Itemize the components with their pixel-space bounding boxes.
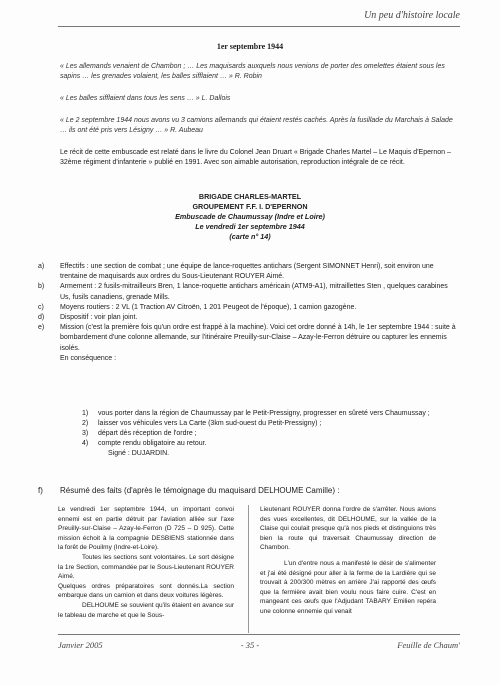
left-para-3: Quelques ordres préparatoires sont donnés.La section embarque dans un camion et dans deux voitures légères. <box>58 582 234 600</box>
item-list <box>38 262 458 364</box>
quote-robin: « Les allemands venaient de Chambon ; … Les maquisards auxquels nous venions de porter des omelettes étaient sous les sapins … les grenades volaient, les balles sifflaient … » R. Robin <box>60 63 445 80</box>
item-b: b) Armement : 2 fusils-mitrailleurs Bren, 1 lance-roquette antichars américain (ATM9-A1), mitraillettes Sten , quelques carabines Us, fusils canadiens, grenade Mills. <box>38 283 448 301</box>
order-4: 4) compte rendu obligatoire au retour. <box>82 440 207 447</box>
item-a: a) Effectifs : une section de combat ; une équipe de lance-roquettes antichars (Sergent SIMONNET Henri), soit environ une trentaine de maquisards aux ordres du Sous-Lieutenant ROUYER Aimé. <box>38 263 434 281</box>
footer-date: Janvier 2005 <box>58 640 103 650</box>
intro-paragraph: Le récit de cette embuscade est relaté dans le livre du Colonel Jean Druart « Brigade Charles Martel – Le Maquis d'Epernon – 32ème régiment d'infanterie » publié en 1991. Avec son aimable autorisation, reproduction intégrale de ce récit. <box>60 149 451 166</box>
column-divider <box>248 505 249 633</box>
item-e: e) Mission (c'est la première fois qu'un ordre est frappé à la machine). Voici cet ordre donné à 14h, le 1er septembre 1944 : suite à bombardement d'une colonne allemande, sur l'itinéraire Preuilly-sur-Claise – Azay-le-Ferron détruire ou capturer les ennemis isolés. <box>38 324 456 352</box>
brigade-line4: Le vendredi 1er septembre 1944 <box>195 222 305 231</box>
right-para-2: L'un d'entre nous a manifesté le désir de s'alimenter et j'ai été désigné pour aller à la ferme de la Lardière qui se trouvait à 200/300 mètres en arrière J'ai rapporté des œufs que la fermière avait bien voulu nous faire cuire. C'est en mangeant ces œufs que l'Adjudant TABARY Emilien repéra une colonne ennemie qui venait <box>260 559 436 615</box>
item-d: d) Dispositif : voir plan joint. <box>38 314 138 322</box>
left-para-4: DELHOUME se souvient qu'ils étaient en avance sur le tableau de marche et que le Sous- <box>58 601 234 619</box>
consequence-label: En conséquence : <box>60 354 117 362</box>
header-rule <box>58 26 460 27</box>
brigade-line1: BRIGADE CHARLES-MARTEL <box>198 192 302 201</box>
running-header: Un peu d'histoire locale <box>364 10 460 21</box>
right-para-1: Lieutenant ROUYER donna l'ordre de s'arrêter. Nous avions des vues excellentes, dit DELHOUME, sur la vallée de la Claise qui coulait presque qu'à nos pieds et distinguions très bien la route qui traversait Chaumussay direction de Chambon. <box>260 506 436 552</box>
order-1: 1) vous porter dans la région de Chaumussay par le Petit-Pressigny, progresser en sûreté vers Chaumussay ; <box>82 410 430 417</box>
left-para-2: Toutes les sections sont volontaires. Le sort désigne la 1re Section, commandée par le Sous-Lieutenant ROUYER Aimé. <box>58 553 234 581</box>
order-3: 3) départ dès réception de l'ordre ; <box>82 430 197 437</box>
section-f-heading: f) Résumé des faits (d'après le témoignage du maquisard DELHOUME Camille) : <box>38 486 340 495</box>
brigade-line3: Embuscade de Chaumussay (Indre et Loire) <box>175 212 325 221</box>
footer-rule <box>58 634 460 635</box>
left-column <box>58 505 234 620</box>
item-c: c) Moyens routiers : 2 VL (1 Traction AV Citroën, 1 201 Peugeot de l'époque), 1 camion gazogène. <box>38 303 357 311</box>
right-column <box>260 505 436 617</box>
signature: Signé : DUJARDIN. <box>108 450 170 457</box>
footer-publication: Feuille de Chaum' <box>397 640 460 650</box>
brigade-line2: GROUPEMENT F.F. I. D'EPERNON <box>192 202 308 211</box>
footer-page-number: - 35 - <box>240 640 260 650</box>
date-title: 1er septembre 1944 <box>216 42 284 51</box>
quote-aubeau: « Le 2 septembre 1944 nous avons vu 3 camions allemands qui étaient restés cachés. Après la fusillade du Marchais à Salade … ils ont été pris vers Lésigny … » R. Aubeau <box>60 117 453 134</box>
left-para-1: Le vendredi 1er septembre 1944, un important convoi ennemi est en partie détruit par l'aviation alliée sur l'axe Preuilly-sur-Claise – Azay-le-Ferron (D 725 – D 925). Cette mission échoit à la compagnie DESBIENS stationnée dans la forêt de Pouilmy (Indre-et-Loire). <box>58 506 234 552</box>
order-2: 2) laisser vos véhicules vers La Carte (3km sud-ouest du Petit-Pressigny) ; <box>82 420 322 427</box>
brigade-line5: (carte n° 14) <box>229 232 271 241</box>
order-list <box>82 409 452 459</box>
quote-dallois: « Les balles sifflaient dans tous les sens … » L. Dallois <box>60 95 231 102</box>
